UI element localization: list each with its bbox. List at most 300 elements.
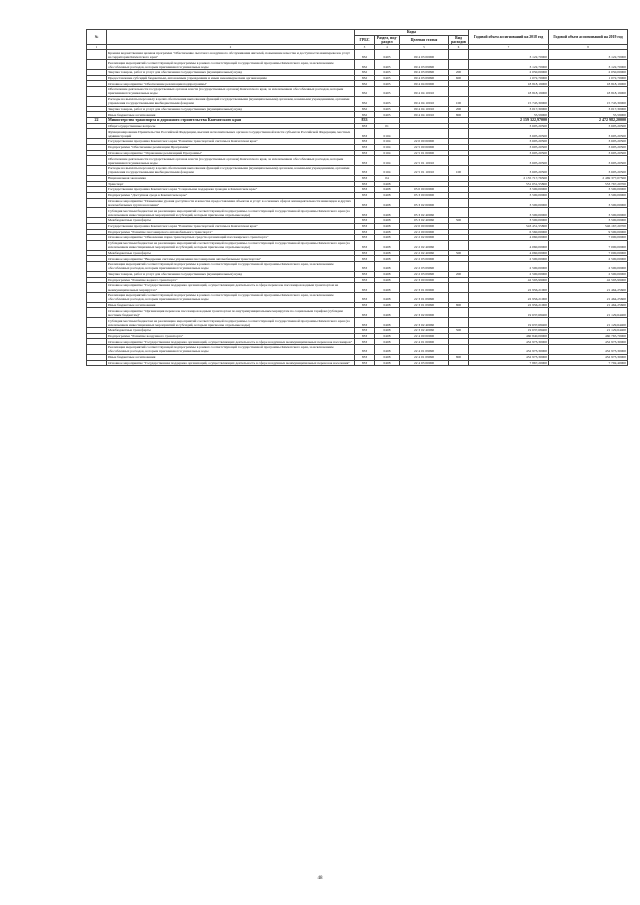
amount-2018-cell: 4 060,00000 [469, 235, 549, 241]
row-number-cell [87, 318, 107, 328]
amount-2018-cell: 3 605,20500 [469, 123, 549, 129]
row-name-cell: Подпрограмма "Доступная среда в Камчатском крае" [107, 192, 355, 198]
exptype-cell: 100 [449, 96, 469, 106]
target-cell: 22 2 02 00000 [400, 235, 449, 241]
column-number-cell: 5 [400, 45, 449, 50]
amount-2019-cell: 2 469 377,07500 [549, 175, 628, 181]
grbs-cell: 833 [355, 129, 375, 139]
exptype-cell: 200 [449, 271, 469, 277]
amount-2019-cell: 21 129,64400 [549, 328, 628, 334]
row-name-cell: Функционирование Правительства Российской Федерации, высших исполнительных органов государственной власти субъектов Российской Федерации, местных администраций [107, 129, 355, 139]
target-cell: 09 4 03 09990 [400, 75, 449, 81]
amount-2019-cell: 7 792,40000 [549, 360, 628, 366]
amount-2019-cell: 3 605,20500 [549, 129, 628, 139]
section-cell: 0104 [375, 139, 400, 145]
table-row [87, 87, 628, 97]
section-cell: 0408 [375, 360, 400, 366]
amount-2018-cell: 19 637,68400 [469, 318, 549, 328]
table-row [87, 292, 628, 302]
section-cell: 0405 [375, 87, 400, 97]
amount-2019-cell: 3 122,70000 [549, 50, 628, 60]
table-row [87, 50, 628, 60]
grbs-cell: 833 [355, 360, 375, 366]
exptype-cell [449, 240, 469, 250]
target-cell: 09 4 03 09990 [400, 70, 449, 76]
grbs-cell: 833 [355, 256, 375, 262]
row-number-cell [87, 166, 107, 176]
target-cell [400, 129, 449, 139]
row-name-cell: Иные бюджетные ассигнования [107, 112, 355, 118]
amount-2018-cell: 452 973,30000 [469, 345, 549, 355]
amount-2019-cell: 460 765,70000 [549, 333, 628, 339]
section-cell: 0405 [375, 106, 400, 112]
row-number-cell [87, 87, 107, 97]
target-cell: 22 0 00 00000 [400, 223, 449, 229]
section-cell: 0408 [375, 283, 400, 293]
section-cell: 0405 [375, 81, 400, 87]
row-number-cell [87, 198, 107, 208]
row-name-cell: Основное мероприятие "Государственная поддержка организаций, осуществляющих деятельность в сфере воздушных межмуниципальных перевозок населения" [107, 360, 355, 366]
amount-2018-cell: 7 867,20000 [469, 360, 549, 366]
exptype-cell [449, 156, 469, 166]
grbs-cell: 832 [355, 50, 375, 60]
target-cell: 05 3 00 00000 [400, 192, 449, 198]
exptype-cell [449, 262, 469, 272]
section-cell: 0104 [375, 166, 400, 176]
amount-2019-cell: 21 464,25600 [549, 292, 628, 302]
amount-2018-cell: 15 745,30000 [469, 96, 549, 106]
row-name-cell: Основное мероприятие "Обеспечение реализации подпрограммы" [107, 81, 355, 87]
target-cell: 05 3 02 40060 [400, 208, 449, 218]
amount-2019-cell: 21 129,64400 [549, 318, 628, 328]
grbs-cell: 832 [355, 81, 375, 87]
table-row [87, 308, 628, 318]
row-name-cell: Подпрограмма "Развитие пассажирского автомобильного транспорта" [107, 229, 355, 235]
grbs-cell: 833 [355, 150, 375, 156]
amount-2018-cell: 3 605,20500 [469, 139, 549, 145]
amount-2018-cell: 2 050,00000 [469, 70, 549, 76]
amount-2019-cell: 3 500,00000 [549, 192, 628, 198]
amount-2018-cell: 19 637,68400 [469, 308, 549, 318]
grbs-cell: 833 [355, 166, 375, 176]
amount-2018-cell: 3 500,00000 [469, 198, 549, 208]
target-cell: 22 4 01 00000 [400, 339, 449, 345]
budget-table-sheet [86, 29, 627, 366]
amount-2019-cell: 21 129,64400 [549, 308, 628, 318]
section-cell: 0405 [375, 50, 400, 60]
section-cell: 0408 [375, 302, 400, 308]
grbs-cell: 832 [355, 75, 375, 81]
section-cell: 0408 [375, 318, 400, 328]
target-cell: 22 4 01 09990 [400, 354, 449, 360]
row-name-cell: Основное мероприятие "Обновление парка транспортных средств организаций пассажирского транспорта" [107, 235, 355, 241]
amount-2019-cell: 18 818,19000 [549, 81, 628, 87]
amount-2019-cell: 7 000,00000 [549, 240, 628, 250]
amount-2018-cell: 4 060,00000 [469, 250, 549, 256]
amount-2019-cell: 3 500,00000 [549, 198, 628, 208]
amount-2018-cell: 55,59000 [469, 112, 549, 118]
header-name [107, 30, 355, 45]
section-cell: 01 [375, 123, 400, 129]
amount-2019-cell: 7 000,00000 [549, 250, 628, 256]
target-cell: 22 3 01 09990 [400, 292, 449, 302]
row-number-cell [87, 208, 107, 218]
exptype-cell [449, 308, 469, 318]
amount-2018-cell: 3 605,20500 [469, 144, 549, 150]
row-name-cell: Министерство транспорта и дорожного строительства Камчатского края [107, 118, 355, 124]
amount-2018-cell: 6 560,00000 [469, 229, 549, 235]
row-name-cell: Межбюджетные трансферты [107, 218, 355, 224]
target-cell: 09 4 04 10010 [400, 106, 449, 112]
header-target: Целевая статья [400, 35, 449, 45]
section-cell: 0408 [375, 218, 400, 224]
target-cell: 22 3 00 00000 [400, 277, 449, 283]
amount-2018-cell: 3 017,30000 [469, 106, 549, 112]
target-cell: 22 2 02 40060 [400, 240, 449, 250]
table-row [87, 360, 628, 366]
table-row [87, 166, 628, 176]
target-cell: 22 2 03 00000 [400, 256, 449, 262]
row-name-cell: Основное мероприятие "Государственная поддержка организаций, осуществляющих деятельность в сфере перевозок пассажиров водным транспортом на межмуниципальных маршрутах" [107, 283, 355, 293]
column-number-cell: 8 [549, 45, 628, 50]
row-name-cell: Иные бюджетные ассигнования [107, 302, 355, 308]
target-cell: 05 3 02 40060 [400, 218, 449, 224]
section-cell: 0408 [375, 333, 400, 339]
section-cell: 0408 [375, 198, 400, 208]
amount-2018-cell: 2 155 717,76500 [469, 175, 549, 181]
grbs-cell: 833 [355, 198, 375, 208]
target-cell: 09 4 04 00000 [400, 81, 449, 87]
amount-2019-cell: 18 818,19000 [549, 87, 628, 97]
amount-2019-cell: 452 973,30000 [549, 354, 628, 360]
row-number-cell [87, 360, 107, 366]
amount-2018-cell: 2 159 322,97000 [469, 118, 549, 124]
target-cell: 22 5 01 10010 [400, 156, 449, 166]
section-cell: 0104 [375, 150, 400, 156]
grbs-cell: 833 [355, 250, 375, 256]
target-cell: 22 2 00 00000 [400, 229, 449, 235]
table-body [87, 50, 628, 366]
amount-2019-cell: 3 605,20500 [549, 123, 628, 129]
column-number-cell: 2 [107, 45, 355, 50]
amount-2019-cell: 3 605,20500 [549, 150, 628, 156]
row-name-cell: Закупка товаров, работ и услуг для обеспечения государственных (муниципальных) нужд [107, 271, 355, 277]
exptype-cell [449, 318, 469, 328]
exptype-cell: 800 [449, 302, 469, 308]
row-name-cell: Субсидия местным бюджетам на реализацию мероприятий соответствующей подпрограммы соответствующей государственной программы Камчатского края (за исключением инвестиционных мероприятий и субсидий, которым присвоены отдельные коды) [107, 318, 355, 328]
amount-2019-cell: 3 500,00000 [549, 187, 628, 193]
section-cell: 0408 [375, 250, 400, 256]
grbs-cell: 833 [355, 333, 375, 339]
section-cell: 0408 [375, 208, 400, 218]
grbs-cell: 833 [355, 345, 375, 355]
page-number: 48 [317, 876, 323, 881]
amount-2018-cell: 543 451,55800 [469, 223, 549, 229]
row-name-cell: Основное мероприятие "Управление реализацией Программы" [107, 150, 355, 156]
grbs-cell: 833 [355, 308, 375, 318]
amount-2019-cell: 3 605,20500 [549, 166, 628, 176]
section-cell: 0408 [375, 354, 400, 360]
grbs-cell: 832 [355, 106, 375, 112]
target-cell: 22 3 02 00000 [400, 308, 449, 318]
target-cell: 22 4 00 00000 [400, 333, 449, 339]
target-cell: 22 4 03 00000 [400, 360, 449, 366]
header-year-2019: Годовой объем ассигнований на 2019 год [549, 30, 628, 45]
section-cell: 0408 [375, 235, 400, 241]
column-number-cell: 4 [375, 45, 400, 50]
grbs-cell: 832 [355, 112, 375, 118]
amount-2019-cell: 3 122,70000 [549, 60, 628, 70]
exptype-cell: 800 [449, 112, 469, 118]
table-row [87, 208, 628, 218]
amount-2018-cell: 3 605,20500 [469, 156, 549, 166]
grbs-cell: 833 [355, 187, 375, 193]
grbs-cell: 833 [355, 302, 375, 308]
grbs-cell: 833 [355, 218, 375, 224]
section-cell: 0405 [375, 60, 400, 70]
amount-2018-cell: 1 072,70000 [469, 75, 549, 81]
row-number-cell: 22 [87, 118, 107, 124]
amount-2018-cell: 3 605,20500 [469, 150, 549, 156]
grbs-cell: 833 [355, 328, 375, 334]
target-cell: 22 5 00 00000 [400, 144, 449, 150]
section-cell: 04 [375, 175, 400, 181]
section-cell: 0408 [375, 181, 400, 187]
section-cell: 0408 [375, 271, 400, 277]
amount-2018-cell: 3 122,70000 [469, 50, 549, 60]
exptype-cell [449, 129, 469, 139]
row-name-cell: Основное мероприятие "Организация перевозок пассажиров водным транспортом по внутримуниципальным маршрутам по социальным тарифам (субсидии местным бюджетам)" [107, 308, 355, 318]
section-cell: 0104 [375, 144, 400, 150]
amount-2019-cell: 21 464,25600 [549, 283, 628, 293]
grbs-cell: 832 [355, 87, 375, 97]
amount-2018-cell: 452 973,30000 [469, 339, 549, 345]
amount-2019-cell: 2 472 982,20000 [549, 118, 628, 124]
amount-2018-cell: 551 051,55800 [469, 181, 549, 187]
table-row [87, 283, 628, 293]
header-exptype: Вид расходов [449, 35, 469, 45]
grbs-cell: 833 [355, 262, 375, 272]
header-no: № [87, 30, 107, 45]
row-name-cell: Краевая ведомственная целевая программа "Обеспечение льготного воздушного обслуживания жителей, повышение качества и доступности авиаперевозок услуг на территории Камчатского края" [107, 50, 355, 60]
row-name-cell: Транспорт [107, 181, 355, 187]
amount-2018-cell: 3 605,20500 [469, 166, 549, 176]
amount-2018-cell: 4 060,00000 [469, 240, 549, 250]
section-cell: 0104 [375, 156, 400, 166]
row-name-cell: Государственная программа Камчатского края "Развитие транспортной системы в Камчатском крае" [107, 139, 355, 145]
grbs-cell: 833 [355, 208, 375, 218]
amount-2019-cell: 55,59000 [549, 112, 628, 118]
amount-2019-cell: 553 767,20700 [549, 181, 628, 187]
target-cell: 22 2 02 40060 [400, 250, 449, 256]
row-name-cell: Межбюджетные трансферты [107, 250, 355, 256]
amount-2018-cell: 42 593,99000 [469, 277, 549, 283]
table-row [87, 129, 628, 139]
section-cell: 0408 [375, 262, 400, 272]
section-cell: 0408 [375, 328, 400, 334]
grbs-cell: 833 [355, 192, 375, 198]
exptype-cell [449, 360, 469, 366]
column-number-cell: 6 [449, 45, 469, 50]
row-name-cell: Расходы на выплаты персоналу в целях обеспечения выполнения функций государственными (муниципальными) органами, казенными учреждениями, органами управления государственными внебюджетными фондами [107, 166, 355, 176]
exptype-cell: 600 [449, 75, 469, 81]
amount-2019-cell: 3 605,20500 [549, 144, 628, 150]
amount-2018-cell: 22 956,21000 [469, 283, 549, 293]
row-name-cell: Закупка товаров, работ и услуг для обеспечения государственных (муниципальных) нужд [107, 70, 355, 76]
row-number-cell [87, 96, 107, 106]
grbs-cell: 833 [355, 318, 375, 328]
amount-2019-cell: 7 000,00000 [549, 235, 628, 241]
amount-2019-cell: 3 605,20500 [549, 156, 628, 166]
exptype-cell [449, 60, 469, 70]
row-name-cell: Расходы на выплаты персоналу в целях обеспечения выполнения функций государственными (муниципальными) органами, казенными учреждениями, органами управления государственными внебюджетными фондами [107, 96, 355, 106]
exptype-cell: 200 [449, 70, 469, 76]
amount-2018-cell: 3 500,00000 [469, 187, 549, 193]
section-cell: 0408 [375, 240, 400, 250]
grbs-cell: 833 [355, 277, 375, 283]
row-name-cell: Реализация мероприятий соответствующей подпрограммы в рамках соответствующей государственной программы Камчатского края, за исключением обособленных расходов, которым присваиваются уникальные коды [107, 60, 355, 70]
amount-2018-cell: 2 500,00000 [469, 271, 549, 277]
exptype-cell [449, 283, 469, 293]
row-name-cell: Общегосударственные вопросы [107, 123, 355, 129]
grbs-cell: 832 [355, 96, 375, 106]
section-cell: 0104 [375, 129, 400, 139]
amount-2019-cell: 452 973,30000 [549, 345, 628, 355]
amount-2019-cell: 3 605,20500 [549, 139, 628, 145]
target-cell: 22 5 01 00000 [400, 150, 449, 156]
row-name-cell: Государственная программа Камчатского края "Социальная поддержка граждан в Камчатском крае" [107, 187, 355, 193]
row-name-cell: Субсидия местным бюджетам на реализацию мероприятий соответствующей подпрограммы соответствующей государственной программы Камчатского края (за исключением инвестиционных мероприятий и субсидий, которым присвоены отдельные коды) [107, 208, 355, 218]
row-number-cell [87, 60, 107, 70]
grbs-cell: 832 [355, 60, 375, 70]
column-number-cell: 1 [87, 45, 107, 50]
grbs-cell: 833 [355, 292, 375, 302]
row-name-cell: Реализация мероприятий соответствующей подпрограммы в рамках соответствующей государственной программы Камчатского края, за исключением обособленных расходов, которым присваиваются уникальные коды [107, 292, 355, 302]
row-name-cell: Подпрограмма "Развитие водного транспорта" [107, 277, 355, 283]
target-cell: 09 4 04 10010 [400, 96, 449, 106]
amount-2018-cell: 3 605,20500 [469, 129, 549, 139]
amount-2018-cell: 22 956,21000 [469, 302, 549, 308]
amount-2018-cell: 460 840,00000 [469, 333, 549, 339]
section-cell: 0408 [375, 229, 400, 235]
column-number-cell: 3 [355, 45, 375, 50]
section-cell: 0408 [375, 308, 400, 318]
grbs-cell: 832 [355, 70, 375, 76]
amount-2018-cell: 3 500,00000 [469, 208, 549, 218]
grbs-cell: 833 [355, 229, 375, 235]
grbs-cell: 833 [355, 271, 375, 277]
row-name-cell: Реализация мероприятий соответствующей подпрограммы в рамках соответствующей государственной программы Камчатского края, за исключением обособленных расходов, которым присваиваются уникальные коды [107, 262, 355, 272]
budget-table [86, 29, 628, 366]
row-name-cell: Подпрограмма "Развитие воздушного транспорта" [107, 333, 355, 339]
grbs-cell: 833 [355, 354, 375, 360]
row-name-cell: Национальная экономика [107, 175, 355, 181]
row-name-cell: Основное мероприятие "Внедрение системы управления пассажирским автомобильным транспортом" [107, 256, 355, 262]
row-name-cell: Реализация мероприятий соответствующей подпрограммы в рамках соответствующей государственной программы Камчатского края, за исключением обособленных расходов, которым присваиваются уникальные коды [107, 345, 355, 355]
exptype-cell [449, 208, 469, 218]
target-cell: 09 4 04 10010 [400, 112, 449, 118]
row-name-cell: Иные бюджетные ассигнования [107, 354, 355, 360]
amount-2018-cell: 18 818,19000 [469, 81, 549, 87]
section-cell: 0405 [375, 96, 400, 106]
grbs-cell: 833 [355, 283, 375, 293]
row-number-cell [87, 345, 107, 355]
grbs-cell: 833 [355, 118, 375, 124]
amount-2019-cell: 3 500,00000 [549, 218, 628, 224]
amount-2018-cell: 2 500,00000 [469, 256, 549, 262]
exptype-cell: 800 [449, 354, 469, 360]
exptype-cell [449, 292, 469, 302]
section-cell: 0408 [375, 277, 400, 283]
exptype-cell [449, 198, 469, 208]
target-cell: 22 3 02 40060 [400, 318, 449, 328]
row-name-cell: Обеспечение деятельности государственных органов власти (государственных органов) Камчатского края, за исключением обособленных расходов, которым присваиваются уникальные коды [107, 156, 355, 166]
target-cell: 05 3 02 00000 [400, 198, 449, 208]
table-row [87, 156, 628, 166]
amount-2019-cell: 21 464,25600 [549, 302, 628, 308]
row-number-cell [87, 50, 107, 60]
amount-2019-cell: 546 167,20700 [549, 223, 628, 229]
row-name-cell: Предоставление субсидий бюджетным, автономным учреждениям и иным некоммерческим организациям [107, 75, 355, 81]
table-row [87, 240, 628, 250]
amount-2018-cell: 19 637,68400 [469, 328, 549, 334]
row-name-cell: Субсидия местным бюджетам на реализацию мероприятий соответствующей подпрограммы соответствующей государственной программы Камчатского края (за исключением инвестиционных мероприятий и субсидий, которым присвоены отдельные коды) [107, 240, 355, 250]
target-cell: 22 3 02 40060 [400, 328, 449, 334]
row-name-cell: Подпрограмма "Обеспечение реализации Программы" [107, 144, 355, 150]
header-codes: Коды [355, 30, 469, 36]
amount-2019-cell: 15 745,30000 [549, 96, 628, 106]
amount-2018-cell: 22 956,21000 [469, 292, 549, 302]
target-cell: 22 2 03 09990 [400, 262, 449, 272]
row-number-cell [87, 292, 107, 302]
amount-2019-cell: 2 050,00000 [549, 70, 628, 76]
amount-2018-cell: 3 500,00000 [469, 218, 549, 224]
grbs-cell: 833 [355, 144, 375, 150]
grbs-cell: 833 [355, 123, 375, 129]
exptype-cell: 500 [449, 218, 469, 224]
section-cell: 0408 [375, 345, 400, 355]
amount-2019-cell: 42 593,99000 [549, 277, 628, 283]
section-cell: 0405 [375, 75, 400, 81]
target-cell: 22 3 01 00000 [400, 283, 449, 293]
row-name-cell: Основное мероприятие "Повышение уровня доступности и качества предоставления объектов и услуг в основных сферах жизнедеятельности инвалидов и других маломобильных групп населения" [107, 198, 355, 208]
column-number-cell: 7 [469, 45, 549, 50]
amount-2019-cell: 9 500,00000 [549, 229, 628, 235]
row-number-cell [87, 240, 107, 250]
section-cell: 0408 [375, 292, 400, 302]
target-cell: 22 5 01 10010 [400, 166, 449, 176]
table-row [87, 318, 628, 328]
target-cell: 22 4 01 09990 [400, 345, 449, 355]
target-cell: 05 0 00 00000 [400, 187, 449, 193]
exptype-cell: 500 [449, 250, 469, 256]
section-cell: 0408 [375, 339, 400, 345]
table-row [87, 345, 628, 355]
target-cell: 09 4 03 09990 [400, 60, 449, 70]
amount-2018-cell: 3 122,70000 [469, 60, 549, 70]
amount-2018-cell: 452 973,30000 [469, 354, 549, 360]
exptype-cell [449, 87, 469, 97]
section-cell: 0408 [375, 192, 400, 198]
amount-2019-cell: 3 017,30000 [549, 106, 628, 112]
section-cell: 0408 [375, 187, 400, 193]
amount-2019-cell: 2 500,00000 [549, 256, 628, 262]
target-cell: 22 2 03 09990 [400, 271, 449, 277]
grbs-cell: 833 [355, 235, 375, 241]
header-year-2018: Годовой объем ассигнований на 2018 год [469, 30, 549, 45]
amount-2019-cell: 2 500,00000 [549, 262, 628, 272]
table-row [87, 198, 628, 208]
